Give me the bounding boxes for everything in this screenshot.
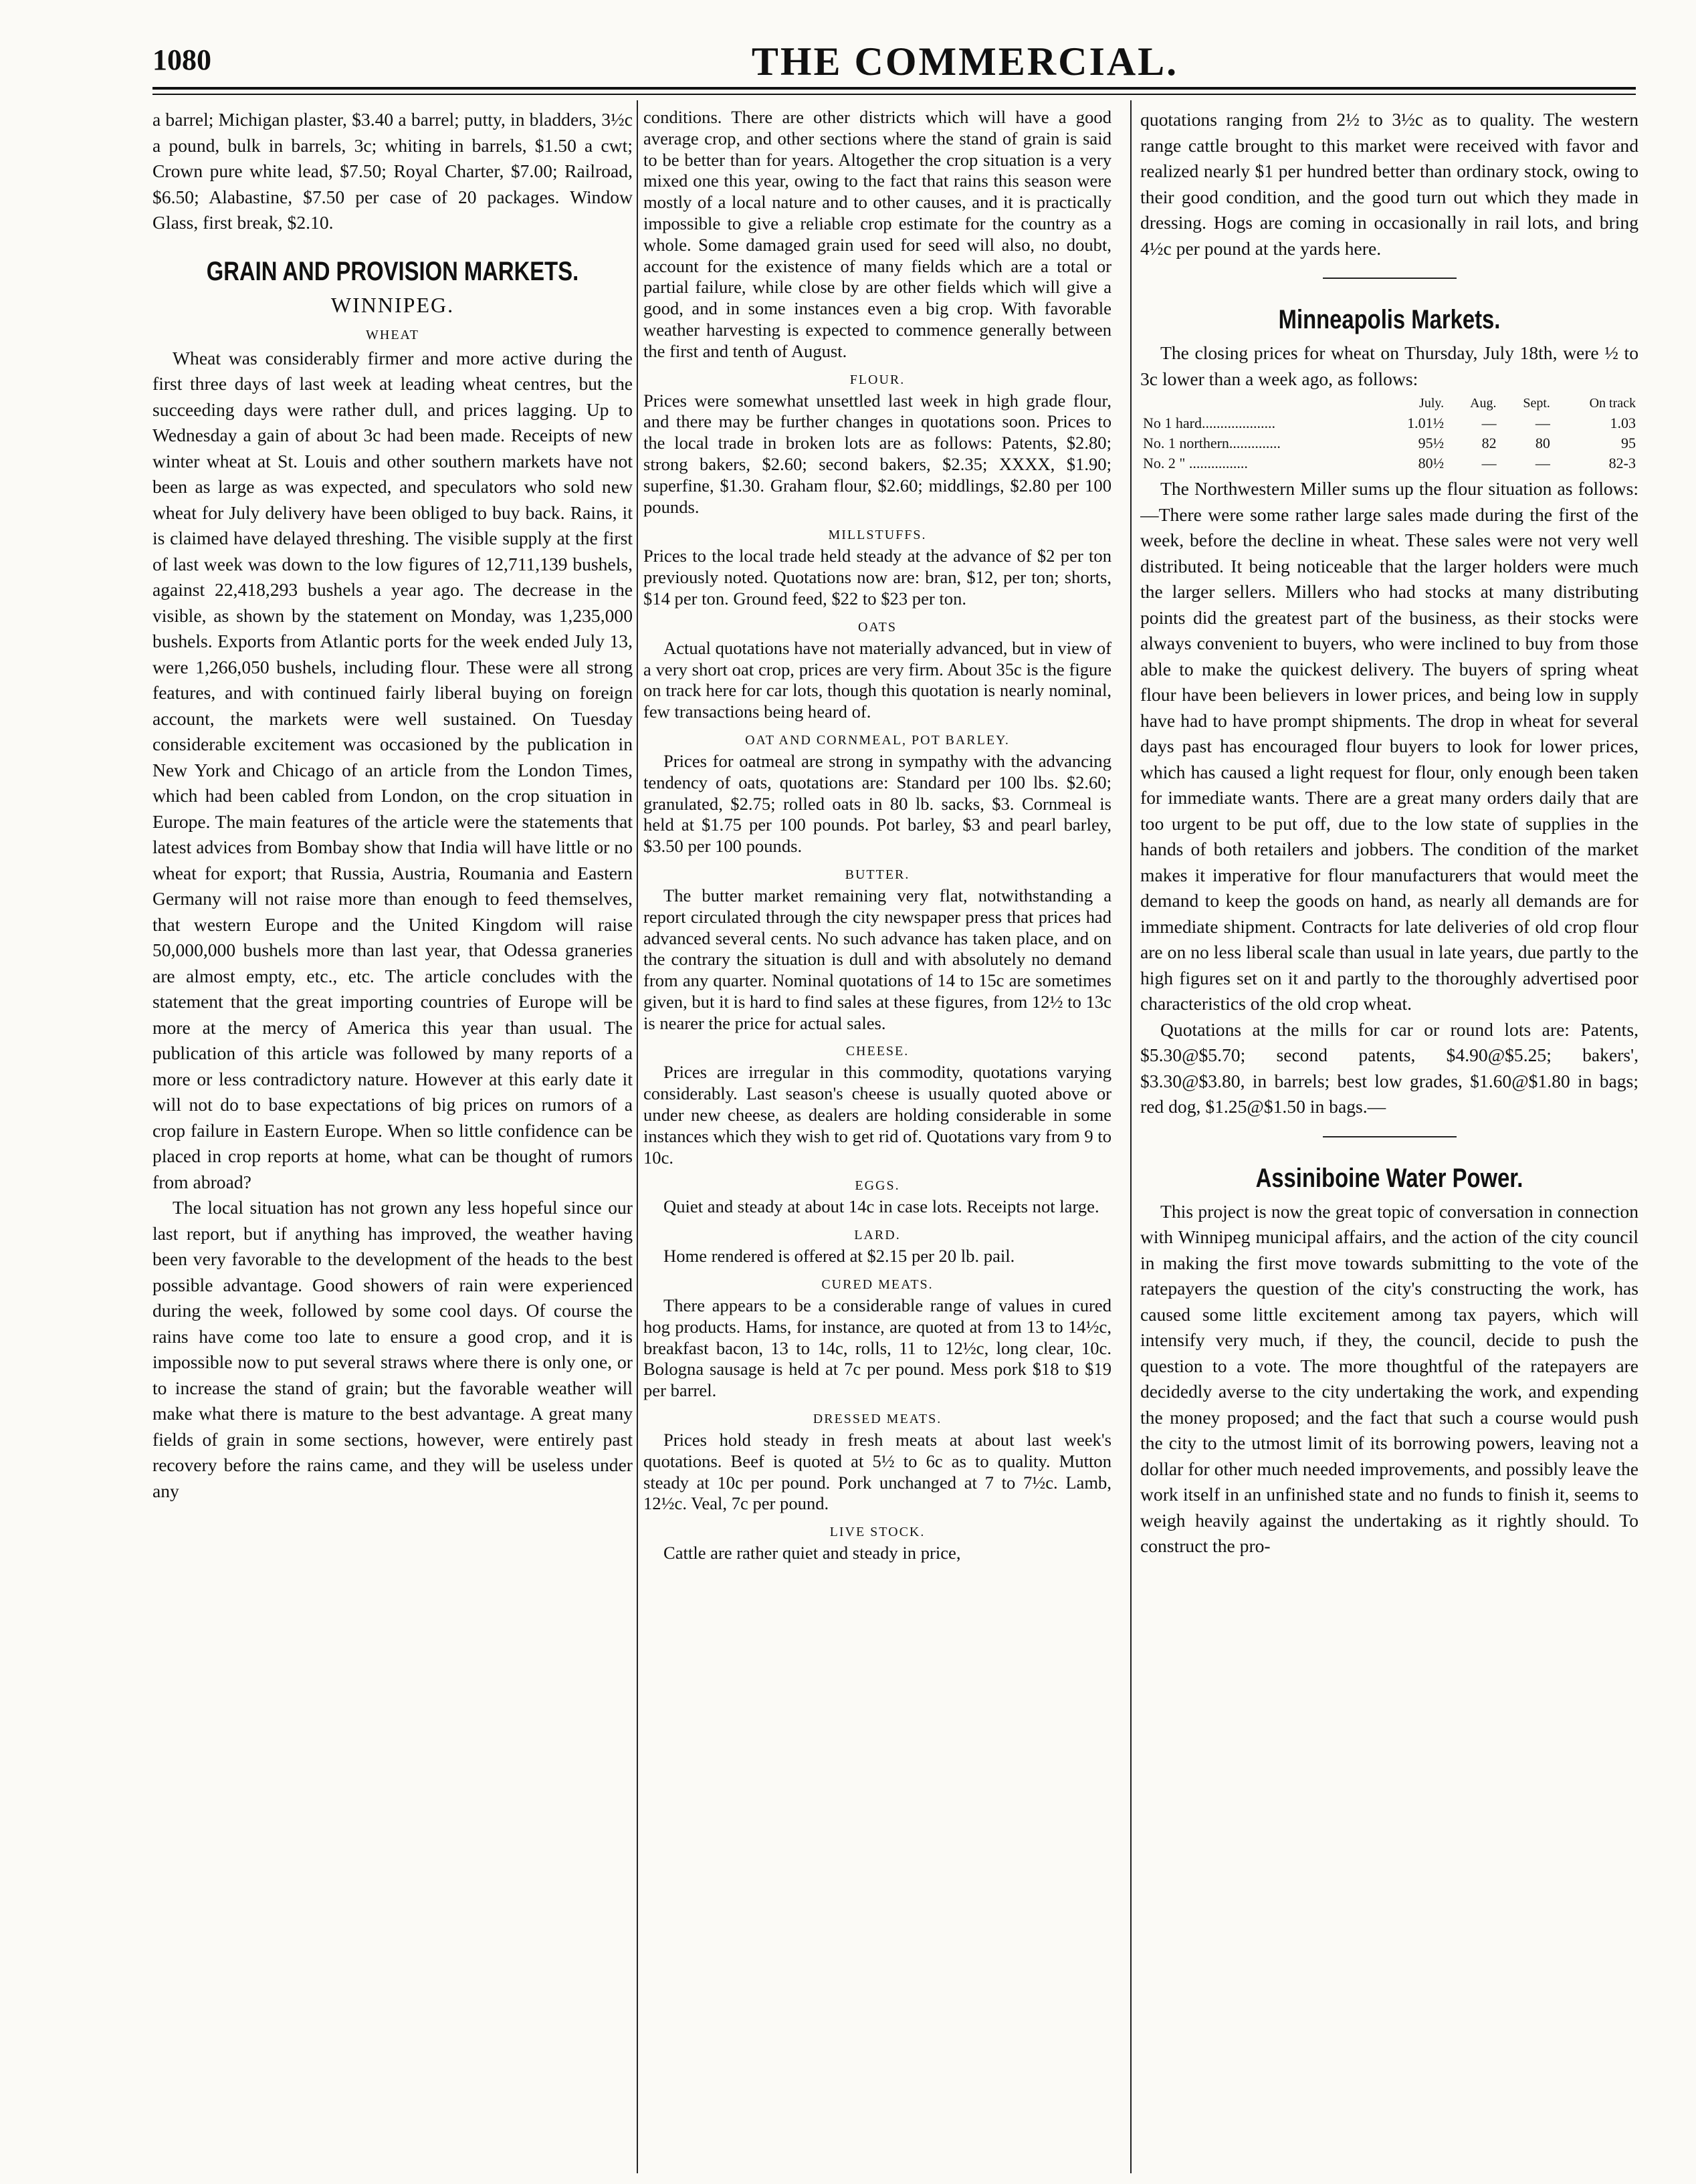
table-cell: — [1535,455,1550,471]
column-3 [1140,107,1638,2173]
paragraph: Wheat was considerably firmer and more active during the first three days of last week at leading wheat centres, but the succeeding days were rather dull, and prices lagging. Up to Wednesday a gain of about 3c had been made. Receipts of new winter wheat at St. Louis and other southern markets have not been as large as was expected, and speculators who sold new wheat for July delivery have been obliged to buy back. Rains, it is claimed have delayed threshing. The visible supply at the first of last week was down to the low figures of 12,711,139 bushels, against 22,418,293 bushels a year ago. The decrease in the visible, as shown by the statement on Monday, was 1,235,000 bushels. Exports from Atlantic ports for the week ended July 13, were 1,266,050 bushels, including flour. These were all strong features, and with continued fairly liberal buying on foreign account, the markets were well sustained. On Tuesday considerable excitement was occasioned by the publication in New York and Chicago of an article from the London Times, which had been cabled from London, on the crop situation in Europe. The main features of the article were the statements that latest advices from Bombay show that India will have little or no wheat for export; that Russia, Austria, Roumania and Eastern Germany will not raise more than enough to feed themselves, that western Europe and the United Kingdom will raise 50,000,000 bushels more than last year, that Odessa graneries are almost empty, etc., etc. The article concludes with the statement that the great importing countries of Europe will be more at the mercy of America this year than usual. The publication of this article was followed by many reports of a more or less contradictory nature. However at this early date it will not do to base expectations of big prices on rumors of a crop failure in Eastern Europe. When so little confidence can be placed in crop reports at home, what can be thought of rumors from abroad? [152,347,633,1192]
table-cell: — [1535,415,1550,431]
table-row [1140,453,1638,473]
subsection-label: LIVE STOCK. [829,1525,926,1540]
table-cell: 80 [1535,435,1550,451]
table-header-cell [1140,393,1377,413]
table-row [1140,413,1638,433]
table-cell: 1.03 [1610,415,1636,431]
header-rule-thick [152,87,1636,90]
paragraph: Prices hold steady in fresh meats at about last week's quotations. Beef is quoted at 5½ to 6c as to quality. Mutton steady at 10c per pound. Pork unchanged at 7 to 7½c. Lamb, 12½c. Veal, 7c per pound. [643,1430,1111,1514]
paragraph: Home rendered is offered at $2.15 per 20 lb. pail. [663,1246,1015,1267]
wheat-price-table [1140,393,1638,473]
subsection-label: FLOUR. [849,372,906,387]
table-cell: No. 1 northern.............. [1143,435,1281,451]
table-header-row [1140,393,1638,413]
column-divider [637,100,638,2173]
paragraph: There appears to be a considerable range of values in cured hog products. Hams, for instance, are quoted at from 13 to 14½c, breakfast bacon, 13 to 14c, rolls, 11 to 12½c, long clear, 10c. Bologna sausage is held at 7c per pound. Mess pork $18 to $19 per barrel. [643,1295,1111,1401]
subsection-label: OAT AND CORNMEAL, POT BARLEY. [745,732,1010,748]
paragraph: Prices for oatmeal are strong in sympathy with the advancing tendency of oats, quotations are: Standard per 100 lbs. $2.60; granulated, $2.75; rolled oats in 80 lb. sacks, $3. Cornmeal is held at $1.75 per 100 pounds. Pot barley, $3 and pearl barley, $3.50 per 100 pounds. [643,750,1111,857]
paragraph: a barrel; Michigan plaster, $3.40 a barrel; putty, in bladders, 3½c a pound, bulk in barrels, 3c; whiting in barrels, $1.50 a cwt; Crown pure white lead, $7.50; Royal Charter, $7.00; Railroad, $6.50; Alabastine, $7.50 per case of 20 packages. Window Glass, first break, $2.10. [152,109,633,233]
paragraph: Prices to the local trade held steady at the advance of $2 per ton previously noted. Quotations now are: bran, $12, per ton; shorts, $14 per ton. Ground feed, $22 to $23 per ton. [643,546,1111,609]
subsection-label: EGGS. [855,1178,900,1194]
table-cell: No 1 hard.................... [1143,415,1275,431]
table-cell: 82 [1481,435,1497,451]
table-cell: No. 2 " ................ [1143,455,1248,471]
page-number: 1080 [152,43,211,76]
section-separator [1140,271,1638,284]
table-cell: 95 [1621,435,1636,451]
table-cell: 1.01½ [1407,415,1445,431]
subsection-label: CHEESE. [845,1044,910,1059]
table-header-cell: July. [1419,396,1445,411]
header-rule-thin [152,94,1636,95]
paragraph: The local situation has not grown any less hopeful since our last report, but if anything has improved, the weather having been very favorable to the development of the heads to the best possible advantage. Good showers of rain were experienced during the week, followed by some cool days. Of course the rains have come too late to ensure a good crop, and it is impossible now to put several straws where there is only one, or to increase the stand of grain; but the favorable weather will make what there is mature to the best advantage. A great many fields of grain in some sections, however, were entirely past recovery before the rains came, and they will be useless under any [152,1197,633,1501]
paragraph: Cattle are rather quiet and steady in price, [663,1543,961,1563]
section-heading: GRAIN AND PROVISION MARKETS. [206,256,579,286]
subsection-label: DRESSED MEATS. [813,1412,942,1427]
subsection-label: OATS [857,619,897,635]
column-2 [643,107,1111,2173]
paragraph: This project is now the great topic of conversation in connection with Winnipeg municipal affairs, and the action of the city council in making the first move towards submitting to the vote of the ratepayers the question of the city's constructing the work, has caused some little excitement among tax payers, which will intensify very much, if they, the council, decide to push the question to a vote. The more thoughtful of the ratepayers are decidedly averse to the city undertaking the work, and expending the money proposed; and the fact that such a course would push the city to the utmost limit of its borrowing powers, leaving not a dollar for other much needed improvements, and possibly leave the work itself in an unfinished state and no funds to finish it, seems to weigh heavily against the undertaking as it rightly should. To construct the pro- [1140,1200,1638,1556]
paragraph: Quotations at the mills for car or round lots are: Patents, $5.30@$5.70; second patents, $4.90@$5.25; bakers', $3.30@$3.80, in barrels; best low grades, $1.60@$1.80 in bags; red dog, $1.25@$1.50 in bags.— [1140,1018,1638,1117]
table-header-cell: Aug. [1470,396,1497,411]
paragraph: Prices were somewhat unsettled last week in high grade flour, and there may be further changes in quotations soon. Prices to the local trade in broken lots are as follows: Patents, $2.80; strong bakers, $2.60; second bakers, $2.35; XXXX, $1.90; superfine, $1.30. Graham flour, $2.60; middlings, $2.80 per 100 pounds. [643,390,1111,517]
paragraph: quotations ranging from 2½ to 3½c as to quality. The western range cattle brought to this market were received with favor and realized nearly $1 per hundred better than ordinary stock, owing to their good condition, and the good turn out which they made in dressing. Hogs are coming in occasionally in rail lots, and bring 4½c per pound at the yards here. [1140,109,1638,259]
subsection-label: LARD. [854,1228,901,1243]
section-separator [1140,1129,1638,1143]
paragraph: conditions. There are other districts which will have a good average crop, and other sections where the stand of grain is said to be better than for years. Altogether the crop situation is a very mixed one this year, owing to the fact that rains this season were mostly of a local nature and to other causes, and it is practically impossible to give a reliable crop estimate for the country as a whole. Some damaged grain used for seed will also, no doubt, account for the existence of many fields which are a total or partial failure, while close by are other fields which will give a good, and in some instances even a big crop. With favorable weather harvesting is expected to commence generally between the first and tenth of August. [643,107,1111,361]
table-cell: 95½ [1418,435,1445,451]
paragraph: Quiet and steady at about 14c in case lots. Receipts not large. [663,1196,1099,1217]
section-heading: Assiniboine Water Power. [1255,1163,1523,1193]
table-cell: 82-3 [1608,455,1636,471]
table-cell: 80½ [1418,455,1445,471]
table-header-cell: On track [1589,396,1636,411]
subsection-label: WHEAT [366,327,419,342]
subsection-label: BUTTER. [845,867,910,882]
paragraph: The Northwestern Miller sums up the flour situation as follows:—There were some rather large sales made during the first of the week, before the decline in wheat. These sales were not very well distributed. It being noticeable that the larger holders were much the larger sellers. Millers who had stocks at many distributing points did the greatest part of the business, as their stocks were always convenient to buyers, who were inclined to buy from those able to make the quickest delivery. The buyers of spring wheat flour have been believers in lower prices, and being low in supply have had to have prompt shipments. The drop in wheat for several days past has encouraged flour buyers to look for lower prices, which has caused a light request for flour, only enough been taken for immediate wants. There are a great many orders daily that are too urgent to be put off, due to the low state of supplies in the hands of both retailers and jobbers. The condition of the market makes it imperative for flour manufacturers that would meet the demand to keep the goods on hand, as nearly all demands are for immediate shipment. Contracts for late deliveries of old crop flour are on no less liberal scale than usual in late years, due partly to the high figures set on it and partly to the thoroughly advertised poor characteristics of the old crop wheat. [1140,478,1638,1014]
column-divider [1130,100,1132,2173]
paragraph: The butter market remaining very flat, notwithstanding a report circulated through the city newspaper press that prices had advanced several cents. No such advance has taken place, and on the contrary the situation is dull and with absolutely no demand from any quarter. Nominal quotations of 14 to 15c are sometimes given, but it is hard to find sales at these figures, from 12½ to 13c is nearer the price for actual sales. [643,885,1111,1033]
paragraph: Prices are irregular in this commodity, quotations varying considerably. Last season's cheese is usually quoted above or under new cheese, as dealers are holding considerable in some instances which they wish to get rid of. Quotations vary from 9 to 10c. [643,1062,1111,1168]
masthead-title: THE COMMERCIAL. [751,39,1179,84]
subsection-label: CURED MEATS. [821,1277,934,1293]
table-row [1140,433,1638,453]
section-heading: Minneapolis Markets. [1278,305,1501,334]
paragraph: Actual quotations have not materially advanced, but in view of a very short oat crop, prices are very firm. About 35c is the figure on track here for car lots, though this quotation is nearly nominal, few transactions being heard of. [643,637,1111,722]
table-cell: — [1481,415,1497,431]
column-1 [152,107,633,2173]
paragraph: The closing prices for wheat on Thursday, July 18th, were ½ to 3c lower than a week ago, as follows: [1140,342,1638,389]
section-subheading: WINNIPEG. [330,292,455,317]
subsection-label: MILLSTUFFS. [828,528,927,543]
table-cell: — [1481,455,1497,471]
table-header-cell: Sept. [1523,396,1550,411]
